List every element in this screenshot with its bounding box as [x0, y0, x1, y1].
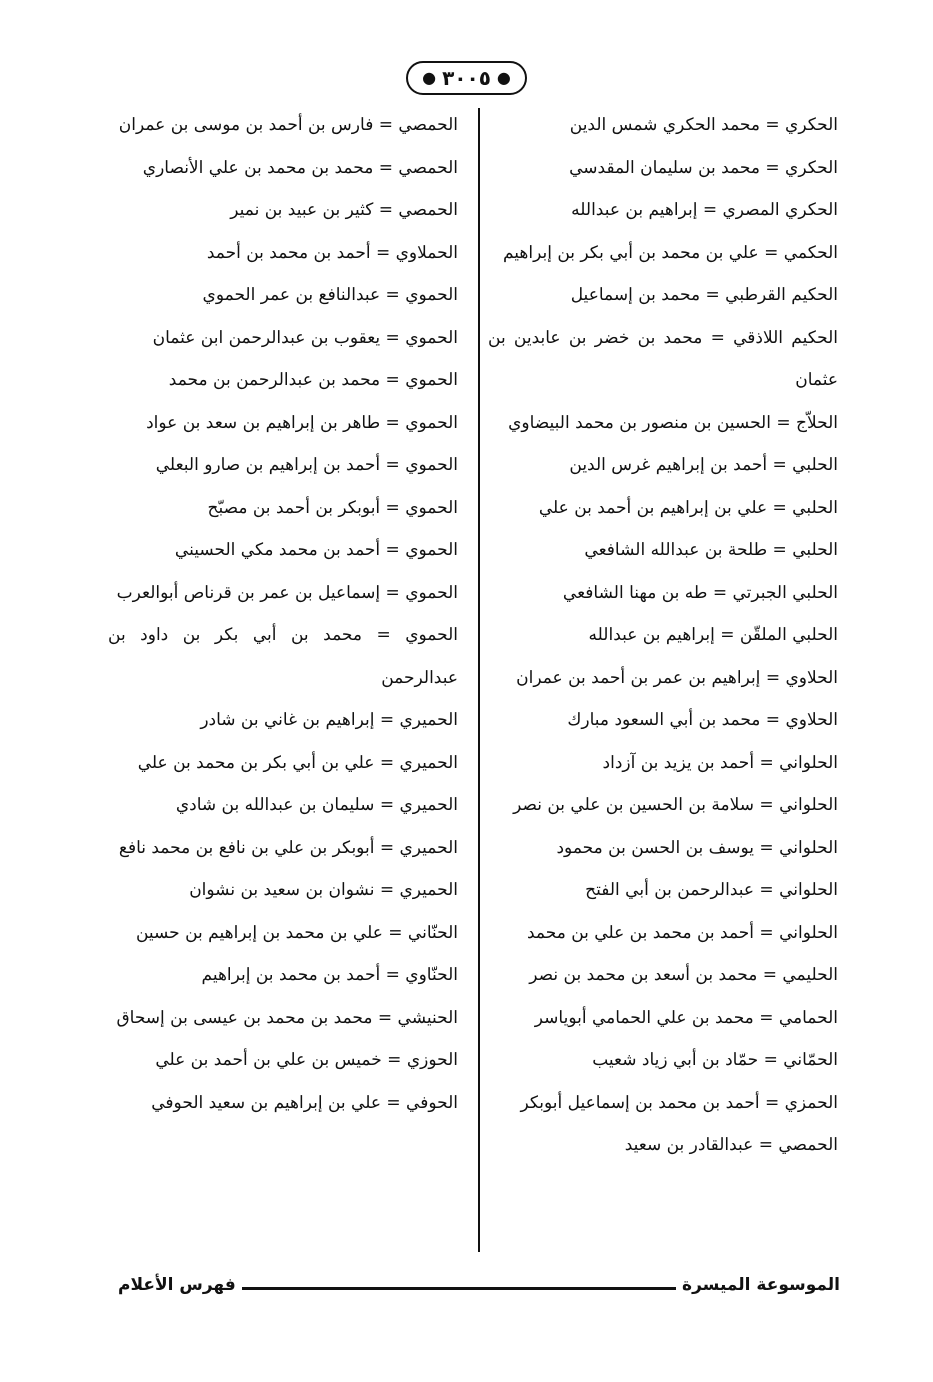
index-entry: الحكيم القرطبي = محمد بن إسماعيل: [570, 285, 838, 305]
index-entry: الحلبي الملقّن = إبراهيم بن عبدالله: [588, 625, 838, 645]
index-entry: الحلبي = علي بن إبراهيم بن أحمد بن علي: [538, 497, 838, 518]
index-entry: الحنيشي = محمد بن محمد بن عيسى بن إسحاق: [116, 1007, 458, 1028]
index-entry: الحلبي = طلحة بن عبدالله الشافعي: [584, 540, 838, 560]
index-entry: الحمّاني = حمّاد بن أبي زياد شعيب: [592, 1050, 838, 1070]
index-entry: الحمزي = أحمد بن محمد بن إسماعيل أبوبكر: [520, 1092, 838, 1113]
index-entry: الحمصي = فارس بن أحمد بن موسى بن عمران: [118, 115, 458, 135]
index-entry: الحميري = أبوبكر بن علي بن نافع بن محمد نافع: [118, 837, 458, 858]
page-number-header: [0, 58, 933, 98]
index-entry: الحلاوي = محمد بن أبي السعود مبارك: [567, 710, 838, 730]
index-entry: الحميري = سليمان بن عبدالله بن شادي: [175, 795, 458, 815]
index-entry: الحكيم اللاذقي = محمد بن خضر بن عابدين بن عثمان: [488, 327, 838, 390]
index-entry: الحملاوي = أحمد بن محمد بن أحمد: [206, 242, 458, 263]
index-entry: الحنّاني = علي بن محمد بن إبراهيم بن حسين: [135, 922, 458, 943]
index-entry: الحلاوي = إبراهيم بن عمر بن أحمد بن عمران: [516, 667, 838, 688]
index-entry: الحلبي = أحمد بن إبراهيم غرس الدين: [569, 455, 838, 475]
page-footer: [118, 1275, 840, 1295]
index-entry: الحميري = إبراهيم بن غاني بن شادر: [200, 710, 458, 730]
index-entry: الحموي = طاهر بن إبراهيم بن سعد بن عواد: [146, 412, 458, 433]
index-entry: الحموي = يعقوب بن عبدالرحمن ابن عثمان: [152, 327, 458, 348]
index-entry: الحموي = إسماعيل بن عمر بن قرناص أبوالعرب: [116, 582, 458, 603]
index-entry: الحموي = محمد بن أبي بكر بن داود بن عبدالرحمن: [108, 625, 458, 688]
index-entry: الحوفي = علي بن إبراهيم بن سعيد الحوفي: [151, 1092, 458, 1113]
index-entry: الحموي = عبدالنافع بن عمر الحموي: [202, 285, 458, 305]
index-entry: الحمامي = محمد بن علي الحمامي أبوياسر: [534, 1007, 838, 1028]
index-entry: الحلواني = يوسف بن الحسن بن محمود: [556, 837, 838, 858]
index-entry: الحليمي = محمد بن أسعد بن محمد بن نصر: [529, 965, 838, 985]
index-entry: الحكري = محمد الحكري شمس الدين: [569, 115, 838, 135]
index-entry: الحمصي = عبدالقادر بن سعيد: [624, 1135, 838, 1155]
index-entry: الحمصي = محمد بن محمد بن علي الأنصاري: [142, 157, 458, 178]
index-entry: الحكري المصري = إبراهيم بن عبدالله: [571, 200, 838, 220]
index-entry: الحلواني = سلامة بن الحسين بن علي بن نصر: [513, 795, 838, 815]
index-entry: الحموي = أحمد بن محمد مكي الحسيني: [174, 540, 458, 560]
index-entry: الحميري = نشوان بن سعيد بن نشوان: [189, 880, 458, 900]
index-entry: الحميري = علي بن أبي بكر بن محمد بن علي: [137, 752, 458, 773]
index-entry: الحموي = أبوبكر بن أحمد بن مصبّح: [207, 497, 458, 518]
ornament-dot-right: ●: [496, 68, 511, 87]
index-entry: الحلاّج = الحسين بن منصور بن محمد البيضاوي: [508, 412, 838, 433]
footer-rule: [242, 1287, 676, 1290]
ornament-dot-left: ●: [422, 68, 437, 87]
index-entry: الحلواني = أحمد بن يزيد بن آزداد: [602, 752, 838, 773]
index-column-right: [488, 104, 838, 1167]
page-number-badge: [406, 61, 527, 95]
index-entry: الحوزي = خميس بن علي بن أحمد بن علي: [155, 1050, 458, 1070]
index-entry: الحمصي = كثير بن عبيد بن نمير: [230, 200, 458, 220]
index-entry: الحلواني = عبدالرحمن بن أبي الفتح: [585, 880, 838, 900]
index-entry: الحكري = محمد بن سليمان المقدسي: [569, 157, 838, 178]
index-entry: الحموي = أحمد بن إبراهيم بن صارو البعلي: [155, 455, 458, 475]
page-number: ٣٠٠٥: [442, 66, 491, 90]
index-entry: الحلبي الجبرتي = طه بن مهنا الشافعي: [562, 582, 838, 603]
index-entry: الحكمي = علي بن محمد بن أبي بكر بن إبراهيم: [502, 242, 838, 263]
footer-section-title: فهرس الأعلام: [118, 1275, 236, 1295]
footer-book-title: الموسوعة الميسرة: [682, 1275, 840, 1295]
index-column-left: [108, 104, 458, 1124]
column-divider: [478, 108, 480, 1252]
index-entry: الحموي = محمد بن عبدالرحمن بن محمد: [168, 370, 458, 390]
index-entry: الحنّاوي = أحمد بن محمد بن إبراهيم: [201, 965, 458, 985]
index-entry: الحلواني = أحمد بن محمد بن علي بن محمد: [527, 922, 838, 943]
